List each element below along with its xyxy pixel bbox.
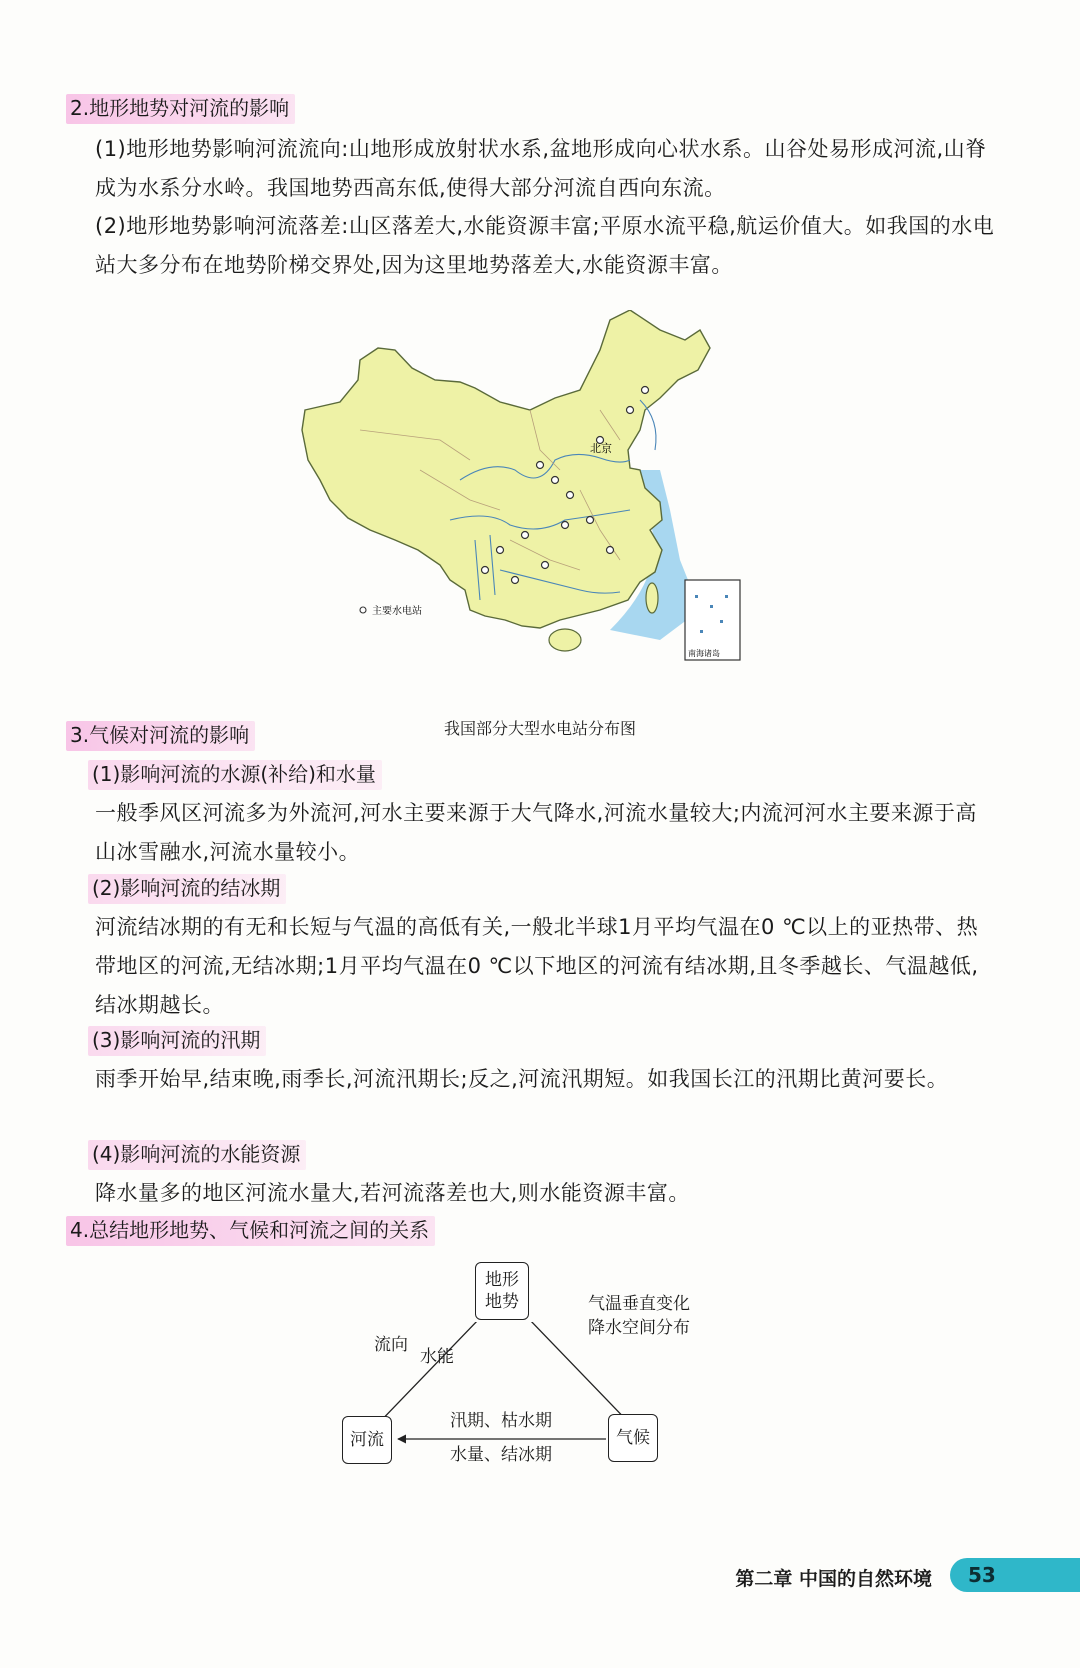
taiwan-island [646, 583, 658, 613]
station-marker [522, 532, 529, 539]
label-climate-line1: 气温垂直变化 [588, 1294, 690, 1314]
section-3-paragraph-2: 河流结冰期的有无和长短与气温的高低有关,一般北半球1月平均气温在0 ℃以上的亚热带、热带地区的河流,无结冰期;1月平均气温在0 ℃以下地区的河流有结冰期,且冬季越长、气温越低,结冰期越长。 [95, 915, 979, 1017]
node-river: 河流 [342, 1416, 392, 1464]
section-3-sub-4: (4)影响河流的水能资源 [88, 1140, 306, 1170]
label-climate-factors [588, 1292, 690, 1340]
station-marker [642, 387, 649, 394]
station-marker [497, 547, 504, 554]
section-3-paragraph-1: 一般季风区河流多为外流河,河水主要来源于大气降水,河流水量较大;内流河河水主要来源于高山冰雪融水,河流水量较小。 [95, 801, 977, 864]
station-marker [627, 407, 634, 414]
inset-label: 南海诸岛 [688, 649, 720, 658]
station-marker [482, 567, 489, 574]
station-marker [542, 562, 549, 569]
hydropower-map [300, 310, 810, 700]
beijing-label: 北京 [590, 442, 612, 455]
station-marker [607, 547, 614, 554]
south-china-sea-inset [685, 580, 740, 660]
section-3-sub-1: (1)影响河流的水源(补给)和水量 [88, 760, 382, 790]
section-3-paragraph-3: 雨季开始早,结束晚,雨季长,河流汛期长;反之,河流汛期短。如我国长江的汛期比黄河要长。 [95, 1067, 949, 1091]
section-2-paragraph-1: (1)地形地势影响河流流向:山地形成放射状水系,盆地形成向心状水系。山谷处易形成河流,山脊成为水系分水岭。我国地势西高东低,使得大部分河流自西向东流。 [95, 137, 987, 200]
label-volume-freeze: 水量、结冰期 [450, 1445, 552, 1465]
section-3-paragraph-4: 降水量多的地区河流水量大,若河流落差也大,则水能资源丰富。 [95, 1181, 690, 1205]
legend-marker [360, 607, 366, 613]
relationship-diagram [350, 1270, 740, 1522]
china-map-svg [300, 310, 810, 700]
label-flood-dry-season: 汛期、枯水期 [450, 1411, 552, 1431]
station-marker [567, 492, 574, 499]
map-legend: 主要水电站 [372, 606, 422, 617]
node-climate: 气候 [608, 1414, 658, 1462]
label-flow-direction: 流向 [374, 1335, 408, 1355]
label-climate-line2: 降水空间分布 [588, 1318, 690, 1338]
node-terrain [475, 1262, 529, 1320]
station-marker [537, 462, 544, 469]
station-marker [562, 522, 569, 529]
section-2-heading: 2.地形地势对河流的影响 [66, 94, 295, 124]
page-number: 53 [968, 1563, 996, 1587]
section-2-paragraph-2: (2)地形地势影响河流落差:山区落差大,水能资源丰富;平原水流平稳,航运价值大。如我国的水电站大多分布在地势阶梯交界处,因为这里地势落差大,水能资源丰富。 [95, 214, 995, 277]
page-number-tab [950, 1558, 1080, 1592]
section-3-sub-3: (3)影响河流的汛期 [88, 1026, 266, 1056]
map-caption: 我国部分大型水电站分布图 [443, 719, 636, 738]
section-4-heading: 4.总结地形地势、气候和河流之间的关系 [66, 1216, 435, 1246]
station-marker [552, 477, 559, 484]
station-marker [587, 517, 594, 524]
section-3-heading: 3.气候对河流的影响 [66, 721, 255, 751]
section-3-sub-2: (2)影响河流的结冰期 [88, 874, 286, 904]
node-terrain-line1: 地形 [485, 1270, 519, 1290]
node-terrain-line2: 地势 [485, 1292, 519, 1312]
footer-chapter: 第二章 中国的自然环境 [735, 1568, 932, 1590]
label-hydropower: 水能 [420, 1347, 454, 1367]
station-marker [512, 577, 519, 584]
hainan-island [549, 629, 581, 651]
